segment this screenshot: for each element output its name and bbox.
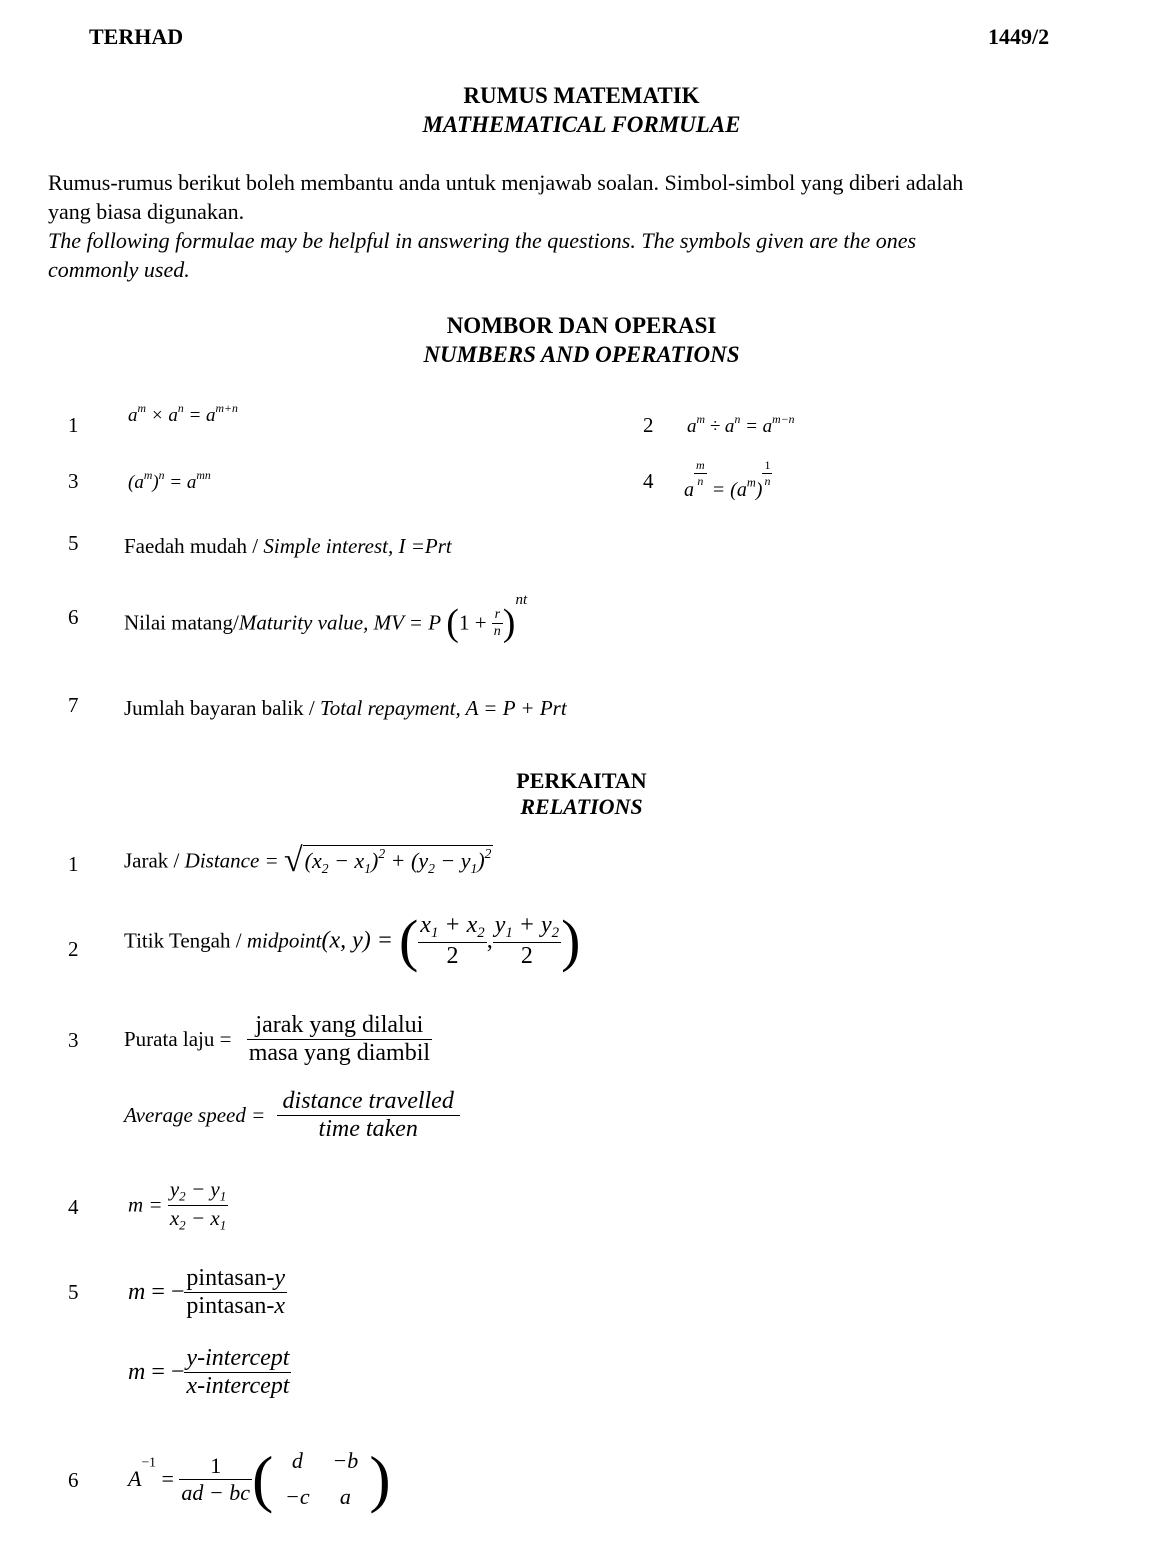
s2-item-3-numerator-malay: jarak yang dilalui	[247, 1012, 432, 1040]
s2-item-3-english	[124, 1088, 460, 1143]
s2-item-3-numerator-english: distance travelled	[277, 1088, 460, 1116]
s1-formula-4: a $\frac{m}{n}$ = $(a^m)$ $\frac{1}{n}$	[684, 458, 771, 501]
square-root: $√(x_2 - x_1)^2 + (y_2 - y_1)^2$	[283, 842, 492, 879]
section1-title-malay: NOMBOR DAN OPERASI	[446, 313, 717, 338]
s2-item-5-denominator-malay: pintasan-	[186, 1293, 275, 1319]
s2-item-2-number: 2	[68, 937, 79, 961]
header-right: 1449/2	[988, 24, 1050, 49]
intro-malay-line2: yang biasa digunakan.	[48, 199, 245, 224]
s1-formula-2: $a^m \div a^n = a^{m-n}$	[687, 413, 795, 437]
s2-item-1-label-english: Distance =	[184, 848, 279, 873]
s1-item-7-number: 7	[68, 693, 79, 717]
s2-item-5-number: 5	[68, 1280, 79, 1304]
s1-item-2-number: 2	[643, 413, 654, 437]
s2-item-1-text	[124, 842, 493, 880]
section1-title-english: NUMBERS AND OPERATIONS	[423, 342, 740, 367]
section2-title-malay: PERKAITAN	[516, 768, 647, 793]
s2-formula-4: m = $\frac{y_2 - y_1}{x_2 - x_1}$	[128, 1177, 227, 1233]
s1-formula-3: $(a^m)^n = a^{mn}$	[128, 469, 211, 493]
s2-item-5-numerator-english: y-intercept	[186, 1345, 290, 1371]
inverse-matrix: d −b −c a	[285, 1448, 359, 1509]
s1-item-6-number: 6	[68, 605, 79, 629]
s1-item-5-label-malay: Faedah mudah /	[124, 534, 264, 558]
s2-item-5-denominator-english: x-intercept	[186, 1373, 290, 1399]
header-left: TERHAD	[89, 24, 184, 49]
s2-item-2-text: Titik Tengah / midpoint(x, y) = ( $\frac{x_1 + x_2}{2}$ , $\frac{y_1 + y_2}{2}$ )	[124, 908, 581, 974]
s1-item-6-text: Nilai matang/Maturity value, MV = P (1 + $\frac{r}{n}$ )$^{nt}$	[124, 592, 528, 645]
s1-item-5-number: 5	[68, 531, 79, 555]
s2-item-5-numerator-malay: pintasan-	[186, 1265, 275, 1291]
s1-item-6-label-english: Maturity value, MV = P	[238, 610, 442, 635]
intro-english-line2: commonly used.	[48, 257, 190, 282]
s2-item-3-malay	[124, 1012, 432, 1067]
s2-item-2-label-malay: Titik Tengah /	[124, 928, 247, 953]
s1-item-5-text	[124, 534, 452, 559]
s1-item-3-number: 3	[68, 469, 79, 493]
s2-item-3-denominator-english: time taken	[318, 1116, 418, 1142]
s2-item-5-english: m = − $\frac{\text{y-intercept}}{\text{x-intercept}}$	[128, 1345, 290, 1399]
title-malay: RUMUS MATEMATIK	[463, 83, 700, 108]
s2-item-3-number: 3	[68, 1028, 79, 1052]
s1-item-1-number: 1	[68, 413, 79, 437]
s1-formula-1: $a^m \times a^n = a^{m+n}$	[128, 402, 238, 426]
s1-item-7-label-malay: Jumlah bayaran balik /	[124, 696, 320, 720]
intro-english-line1: The following formulae may be helpful in answering the questions. The symbols given are the ones	[48, 228, 917, 253]
section2-title-english: RELATIONS	[520, 794, 643, 819]
s1-item-5-label-english: Simple interest, I =Prt	[263, 534, 452, 558]
s1-item-6-label-malay: Nilai matang/	[124, 610, 239, 635]
s2-item-6-number: 6	[68, 1468, 79, 1492]
s2-item-4-number: 4	[68, 1195, 79, 1219]
intro-malay-line1: Rumus-rumus berikut boleh membantu anda untuk menjawab soalan. Simbol-simbol yang diberi adalah	[48, 170, 964, 195]
s1-item-4-number: 4	[643, 469, 654, 493]
s2-item-3-denominator-malay: masa yang diambil	[248, 1040, 431, 1066]
s2-item-1-label-malay: Jarak /	[124, 848, 185, 873]
s2-item-1-number: 1	[68, 852, 79, 876]
s2-item-3-label-malay: Purata laju =	[124, 1027, 232, 1051]
s2-formula-6: $A^{-1}$ = $\frac{1}{ad - bc}$ ( d −b −c a )	[128, 1443, 391, 1514]
s1-item-7-label-english: Total repayment, A = P + Prt	[319, 696, 567, 720]
s1-item-7-text	[124, 696, 567, 721]
s2-item-3-label-english: Average speed =	[124, 1103, 266, 1127]
s2-item-5-malay: m = − $\frac{\text{pintasan-y}}{\text{pintasan-x}}$	[128, 1265, 286, 1319]
s2-item-2-label-english: midpoint	[246, 928, 322, 953]
title-english: MATHEMATICAL FORMULAE	[422, 112, 741, 137]
